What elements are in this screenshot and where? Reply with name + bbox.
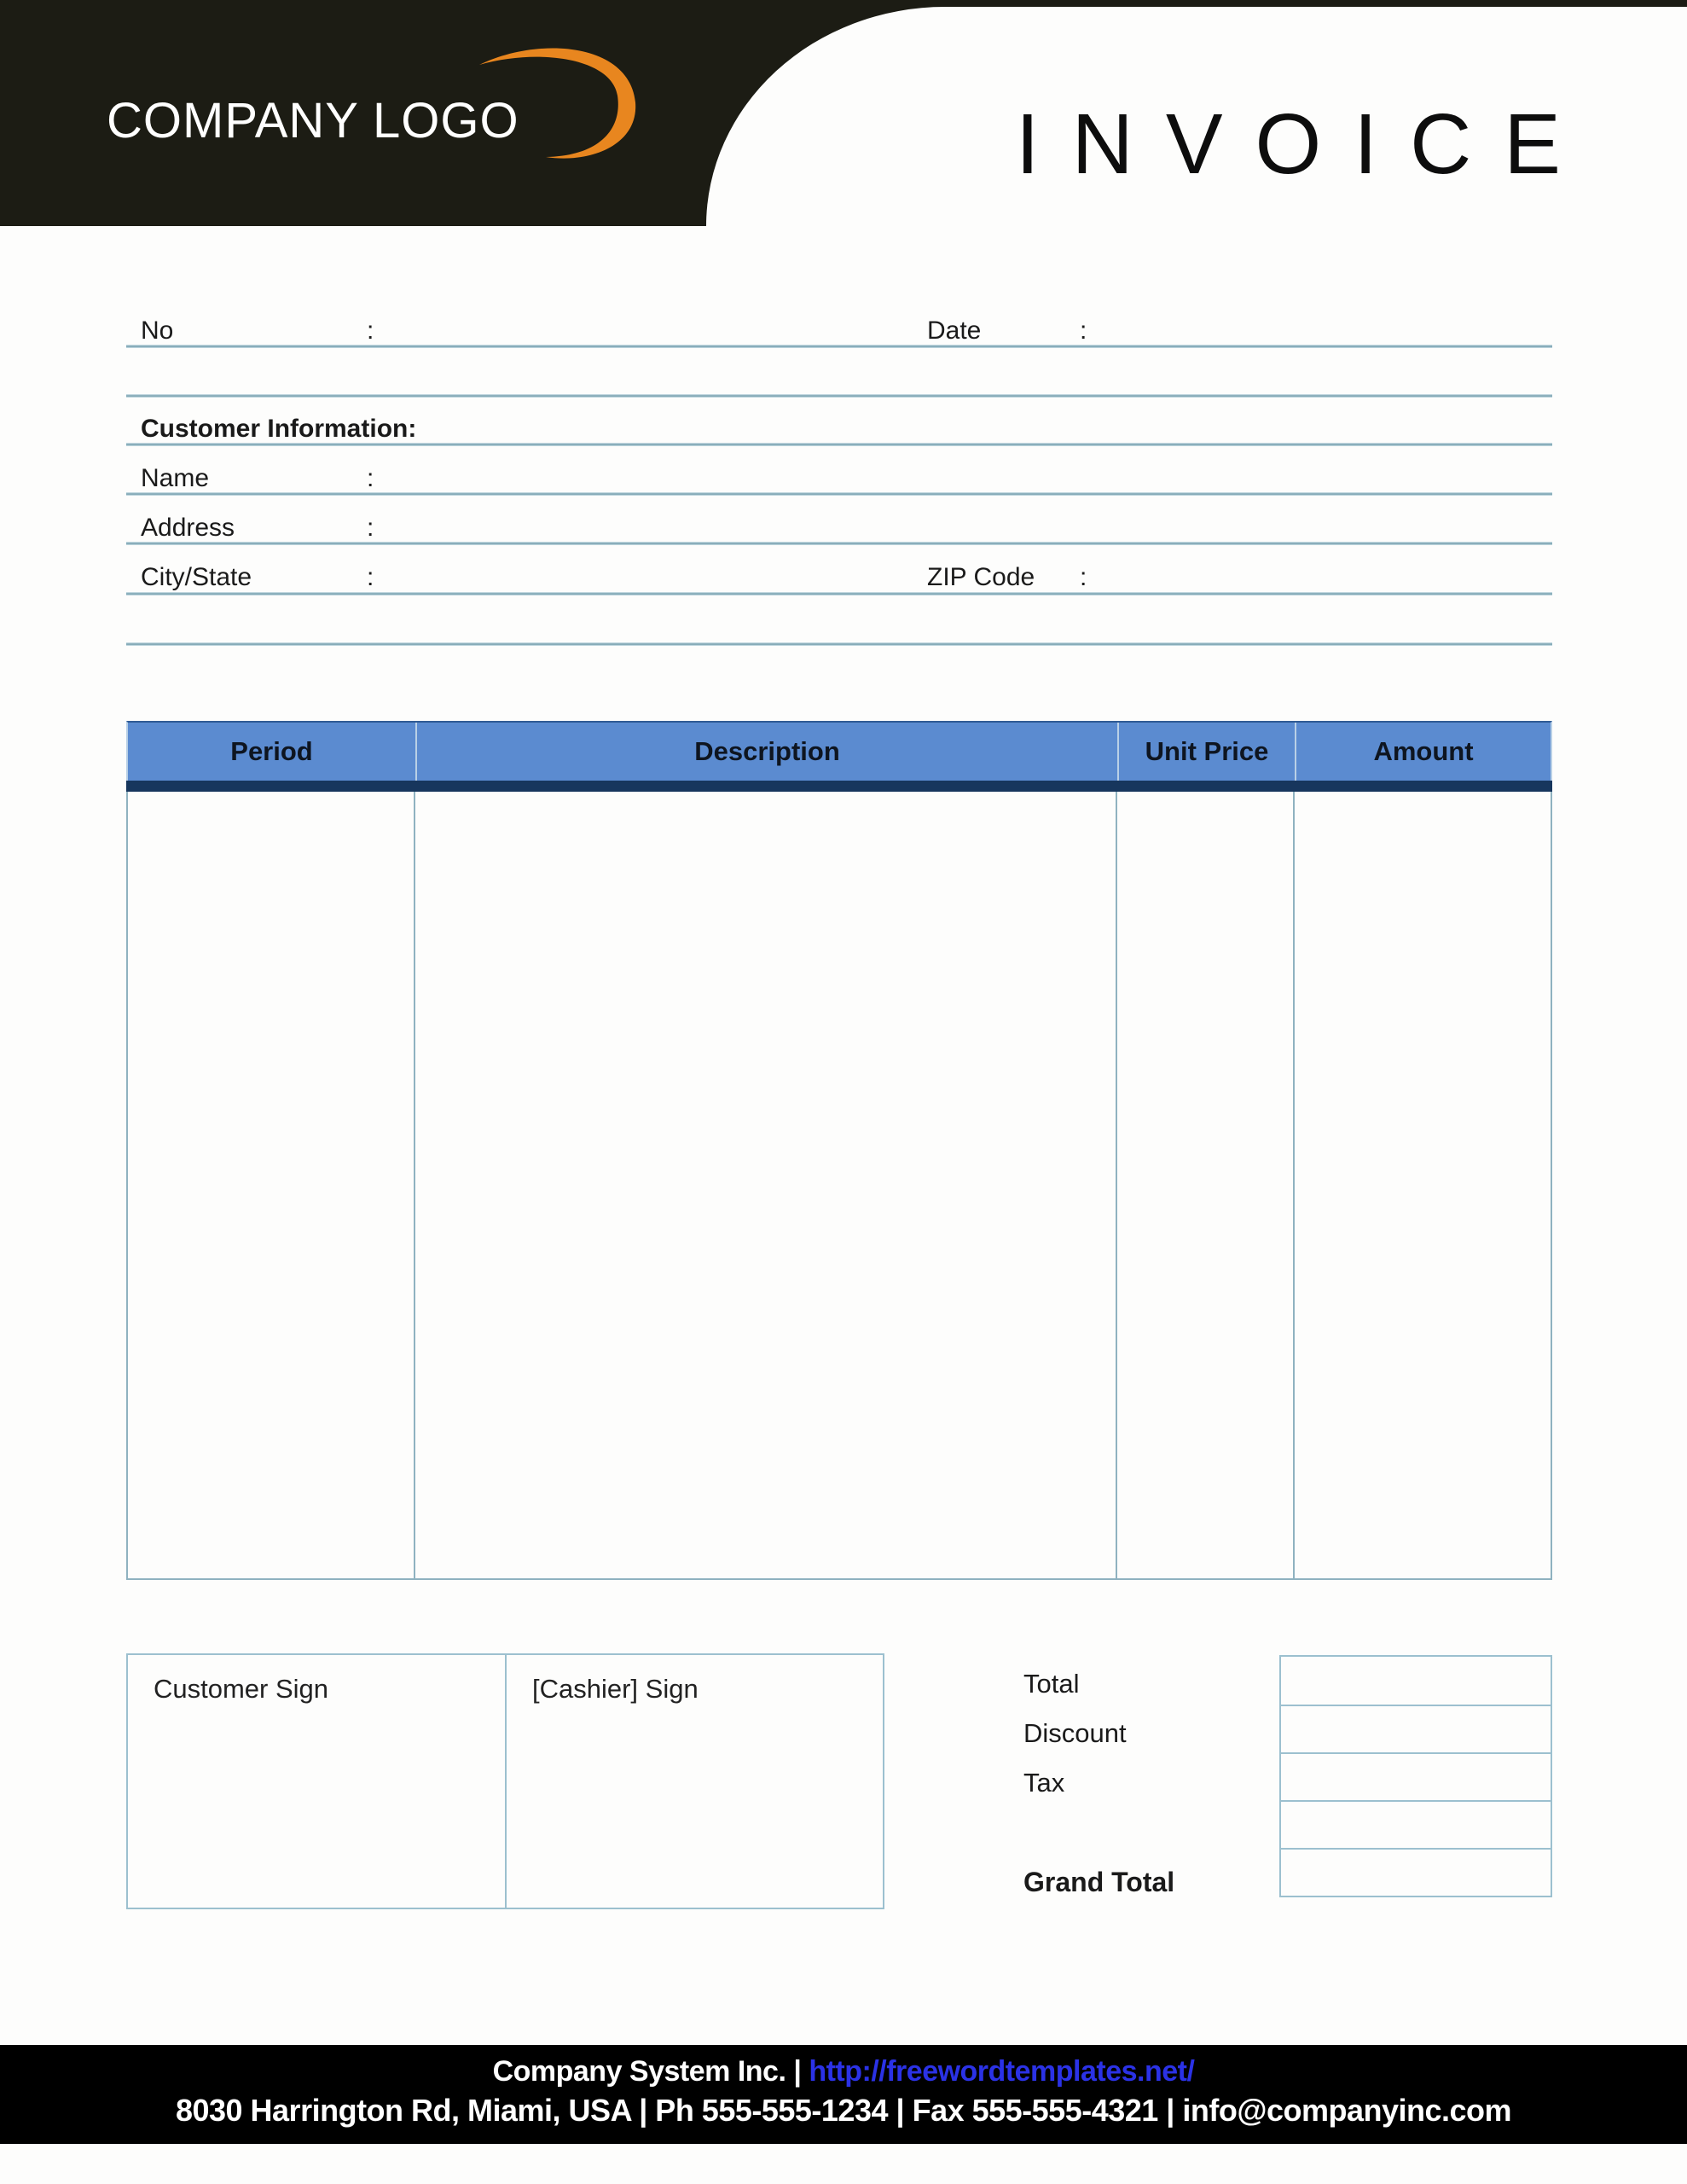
divider-line (126, 542, 1552, 545)
address-label: Address (141, 514, 235, 542)
footer (0, 2045, 1687, 2144)
customer-sign-label: Customer Sign (154, 1674, 329, 1704)
logo-swoosh-icon (471, 34, 641, 160)
divider-line (126, 592, 1552, 595)
tax-value-box[interactable] (1281, 1752, 1551, 1800)
address-colon: : (367, 514, 374, 542)
company-logo-text: COMPANY LOGO (107, 93, 519, 148)
footer-company: Company System Inc. (492, 2055, 786, 2088)
column-header-unit-price: Unit Price (1119, 723, 1296, 781)
column-header-period: Period (128, 723, 417, 781)
cashier-sign-label: [Cashier] Sign (532, 1674, 699, 1704)
column-header-amount: Amount (1373, 736, 1474, 766)
items-table (126, 721, 1552, 1580)
page-title: INVOICE (1015, 96, 1593, 192)
column-header-description: Description (417, 723, 1119, 781)
divider-line (126, 642, 1552, 646)
divider-line (126, 394, 1552, 398)
customer-sign-area[interactable] (128, 1655, 507, 1908)
divider-line (126, 443, 1552, 446)
items-table-body (126, 792, 1552, 1580)
unit-price-cell[interactable] (1117, 792, 1295, 1578)
signature-box (126, 1653, 884, 1909)
no-label: No (141, 317, 174, 345)
tax-label: Tax (1023, 1768, 1065, 1798)
divider-line (126, 492, 1552, 496)
footer-link[interactable]: http://freewordtemplates.net/ (809, 2055, 1195, 2088)
footer-address: 8030 Harrington Rd, Miami, USA | Ph 555-555-1234 | Fax 555-555-4321 | info@companyinc.com (175, 2093, 1512, 2128)
total-value-box[interactable] (1281, 1657, 1551, 1705)
footer-separator: | (793, 2055, 802, 2088)
description-cell[interactable] (415, 792, 1117, 1578)
amount-cell[interactable] (1295, 792, 1552, 1578)
grand-total-label: Grand Total (1023, 1867, 1175, 1897)
cashier-sign-area[interactable] (507, 1655, 883, 1908)
zip-code-label: ZIP Code (927, 563, 1035, 591)
date-colon: : (1080, 317, 1087, 345)
period-cell[interactable] (126, 792, 415, 1578)
zip-code-colon: : (1080, 563, 1087, 591)
date-label: Date (927, 317, 982, 345)
footer-company-line (0, 2055, 1687, 2088)
grand-total-value-box[interactable] (1281, 1848, 1551, 1896)
items-table-header (126, 721, 1552, 781)
discount-value-box[interactable] (1281, 1705, 1551, 1752)
name-colon: : (367, 464, 374, 492)
totals-boxes (1279, 1655, 1552, 1897)
customer-section-title: Customer Information: (141, 415, 417, 443)
discount-label: Discount (1023, 1718, 1127, 1748)
name-label: Name (141, 464, 210, 492)
no-colon: : (367, 317, 374, 345)
empty-value-box[interactable] (1281, 1800, 1551, 1848)
header (0, 0, 1687, 226)
divider-line (126, 345, 1552, 348)
city-state-label: City/State (141, 563, 252, 591)
city-state-colon: : (367, 563, 374, 591)
table-header-underline (126, 781, 1552, 792)
total-label: Total (1023, 1669, 1080, 1699)
